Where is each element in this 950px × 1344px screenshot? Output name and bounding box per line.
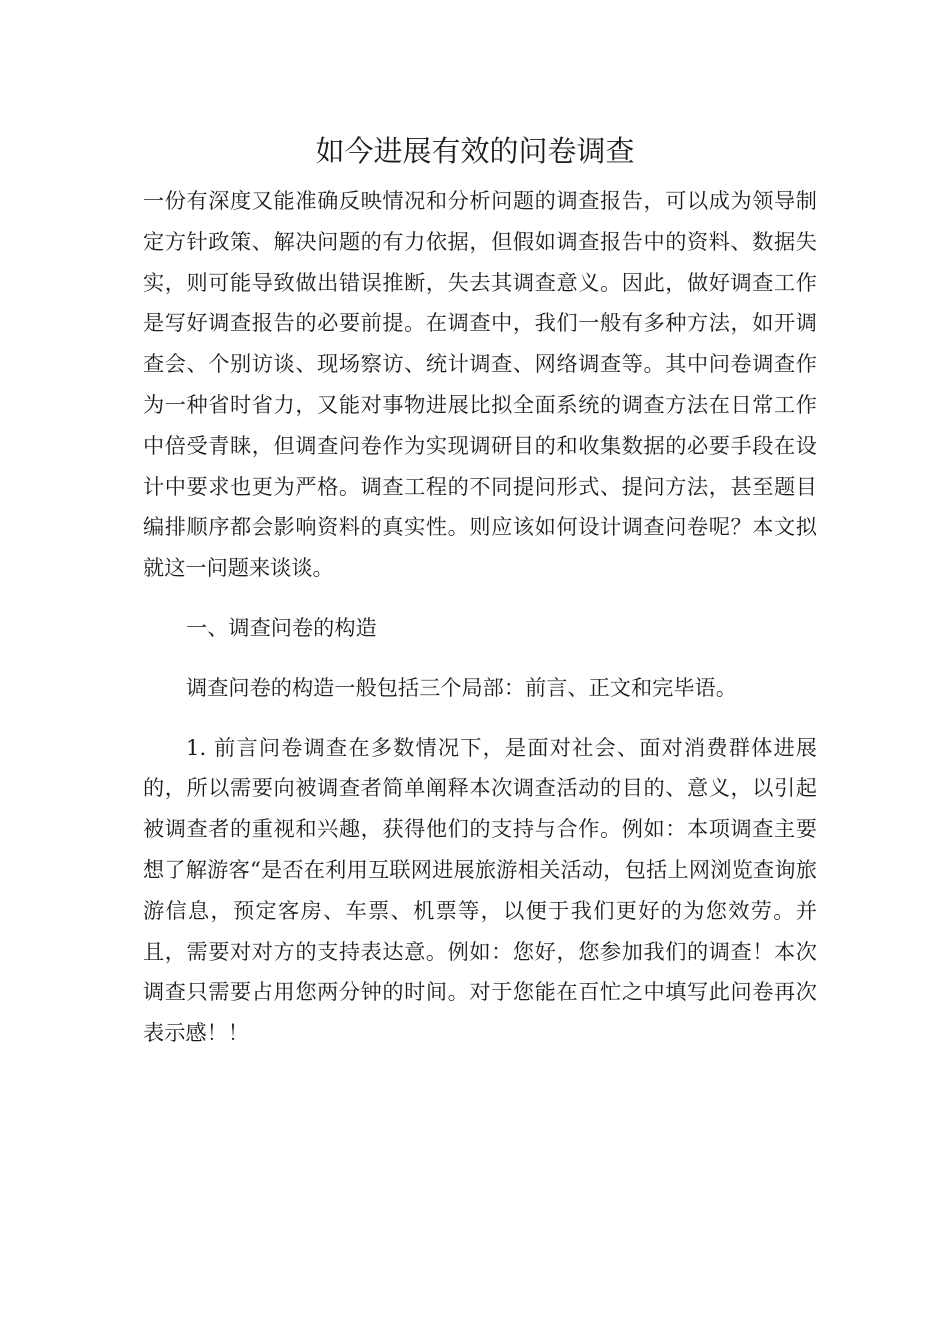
paragraph-structure-summary: 调查问卷的构造一般包括三个局部：前言、正文和完毕语。: [186, 674, 737, 700]
document-body: [143, 181, 817, 1073]
paragraph-intro: 一份有深度又能准确反映情况和分析问题的调查报告，可以成为领导制定方针政策、解决问题的有力依据，但假如调查报告中的资料、数据失实，则可能导致做出错误推断，失去其调查意义。因此，做好调查工作是写好调查报告的必要前提。在调查中，我们一般有多种方法，如开调查会、个别访谈、现场察访、统计调查、网络调查等。其中问卷调查作为一种省时省力，又能对事物进展比拟全面系统的调查方法在日常工作中倍受青睐，但调查问卷作为实现调研目的和收集数据的必要手段在设计中要求也更为严格。调查工程的不同提问形式、提问方法，甚至题目编排顺序都会影响资料的真实性。则应该如何设计调查问卷呢？本文拟就这一问题来谈谈。: [143, 188, 817, 581]
document-title: 如今进展有效的问卷调查: [315, 134, 635, 169]
paragraph-preface: 1. 前言问卷调查在多数情况下，是面对社会、面对消费群体进展的，所以需要向被调查者简单阐释本次调查活动的目的、意义，以引起被调查者的重视和兴趣，获得他们的支持与合作。例如：本项调查主要想了解游客“是否在利用互联网进展旅游相关活动，包括上网浏览查询旅游信息，预定客房、车票、机票等，以便于我们更好的为您效劳。并且，需要对对方的支持表达意。例如：您好，您参加我们的调查！本次调查只需要占用您两分钟的时间。对于您能在百忙之中填写此问卷再次表示感！！: [143, 734, 817, 1046]
section-heading-structure: 一、调查问卷的构造: [186, 614, 377, 640]
